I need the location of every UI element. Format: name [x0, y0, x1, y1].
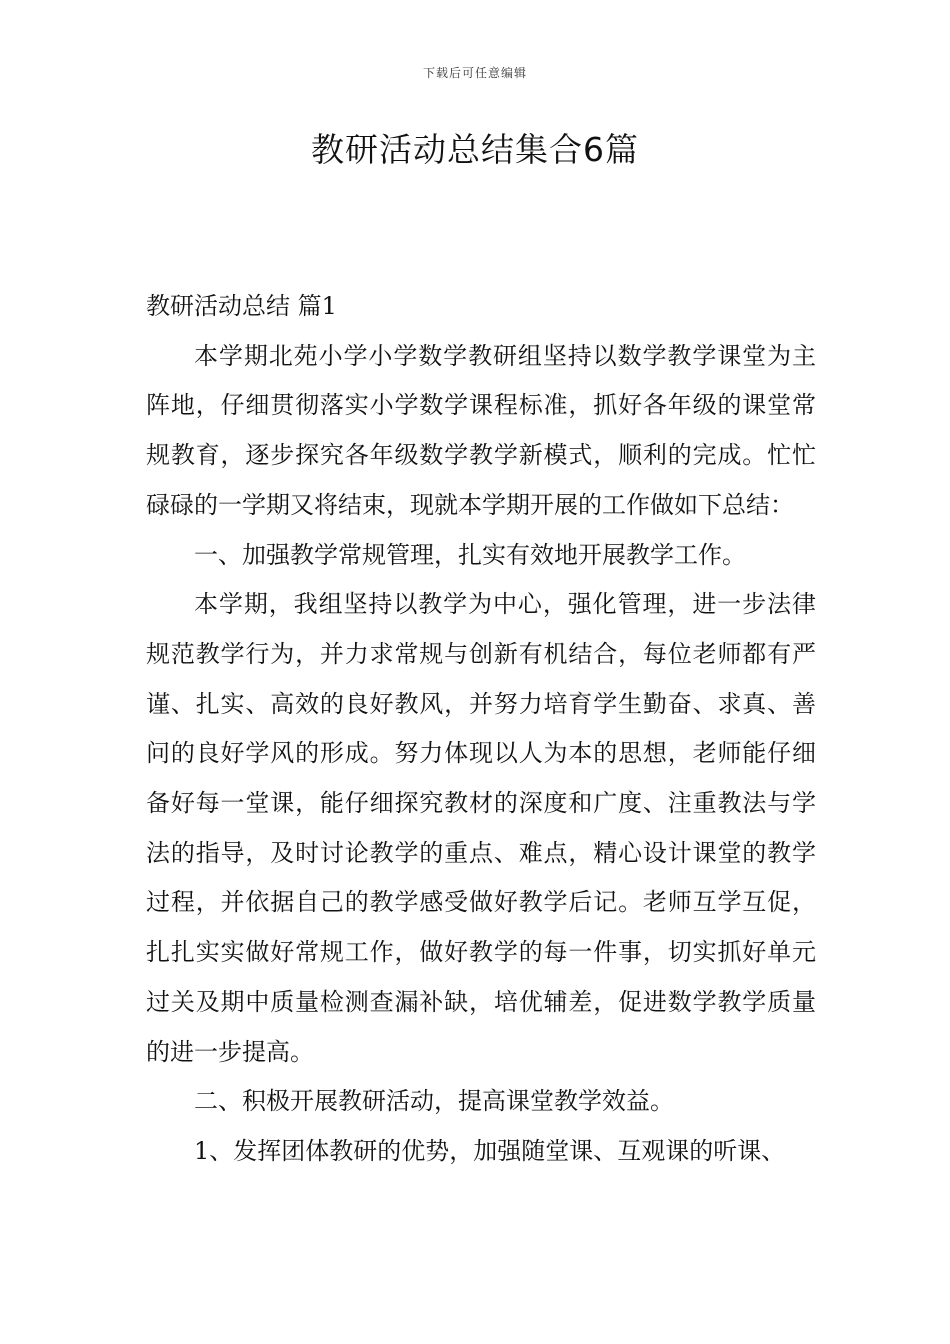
section-heading: 教研活动总结 篇1 — [146, 292, 337, 320]
document-title: 教研活动总结集合6篇 — [311, 130, 639, 169]
paragraph-teaching-management: 本学期，我组坚持以教学为中心，强化管理，进一步法律规范教学行为，并力求常规与创新有机结合，每位老师都有严谨、扎实、高效的良好教风，并努力培育学生勤奋、求真、善问的良好学风的形成。努力体现以人为本的思想，老师能仔细备好每一堂课，能仔细探究教材的深度和广度、注重教法与学法的指导，及时讨论教学的重点、难点，精心设计课堂的教学过程，并依据自己的教学感受做好教学后记。老师互学互促，扎扎实实做好常规工作，做好教学的每一件事，切实抓好单元过关及期中质量检测查漏补缺，培优辅差，促进数学教学质量的进一步提高。 — [146, 590, 816, 1066]
header-note: 下载后可任意编辑 — [422, 66, 527, 80]
paragraph-item-one: 1、发挥团体教研的优势，加强随堂课、互观课的听课、 — [194, 1136, 786, 1165]
document-body — [146, 282, 816, 1177]
paragraph-heading-two: 二、积极开展教研活动，提高课堂教学效益。 — [194, 1087, 674, 1116]
paragraph-intro: 本学期北苑小学小学数学教研组坚持以数学教学课堂为主阵地，仔细贯彻落实小学数学课程标准，抓好各年级的课堂常规教育，逐步探究各年级数学教学新模式，顺利的完成。忙忙碌碌的一学期又将结束，现就本学期开展的工作做如下总结： — [146, 341, 816, 519]
paragraph-heading-one: 一、加强教学常规管理，扎实有效地开展教学工作。 — [194, 540, 746, 569]
